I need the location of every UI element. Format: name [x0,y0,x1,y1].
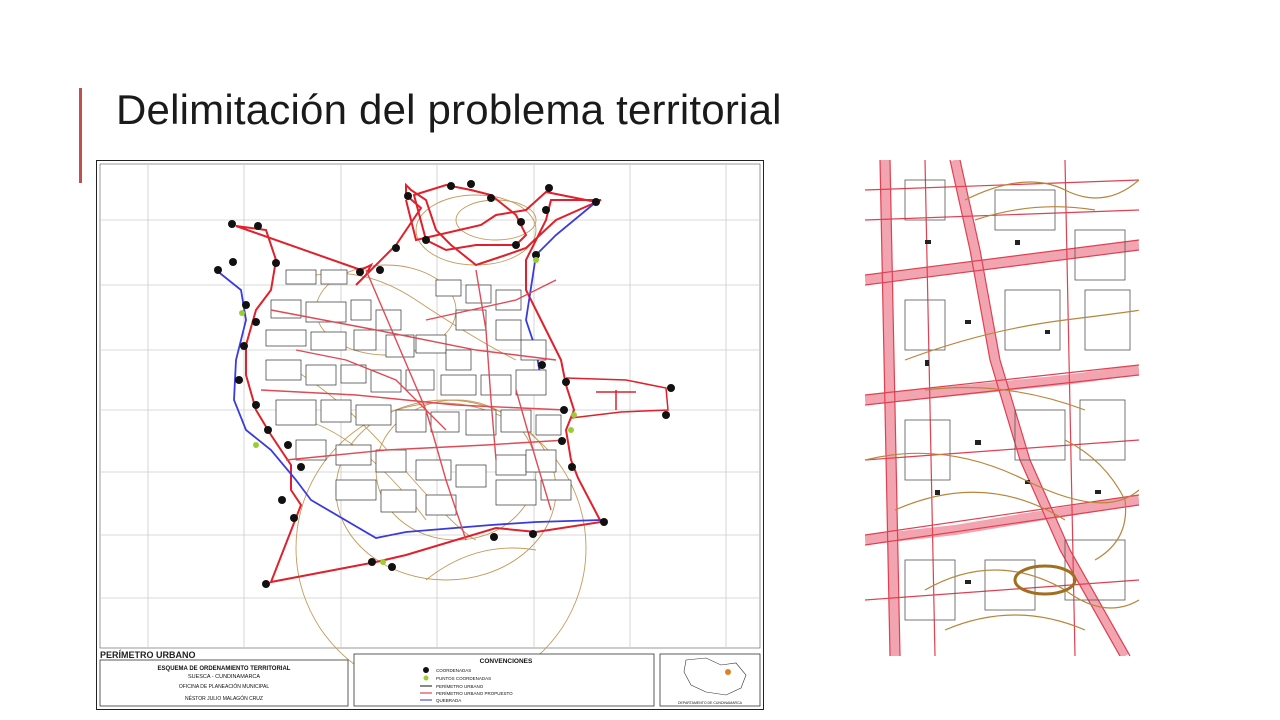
urban-perimeter-map [96,160,764,710]
locator-highlight [725,669,731,675]
legend-heading: CONVENCIONES [479,658,533,665]
urban-perimeter-map-drawing [96,160,764,710]
title-block-line1: ESQUEMA DE ORDENAMIENTO TERRITORIAL [157,666,291,672]
legend-river-label: QUEBRADA [436,698,462,703]
title-block-line2: SUESCA - CUNDINAMARCA [187,674,261,680]
detail-map-drawing [865,160,1139,656]
map-header-label: PERÍMETRO URBANO [100,650,196,660]
legend-proposed-label: PERÍMETRO URBANO PROPUESTO [436,691,513,696]
slide-title: Delimitación del problema territorial [116,86,782,133]
title-block-line4: NÉSTOR JULIO MALAGÓN CRUZ [185,696,263,702]
legend-points-label: PUNTOS COORDENADAS [436,676,492,681]
legend-coordinates-symbol [423,667,429,673]
detail-map [865,160,1139,656]
legend-points-symbol [424,676,429,681]
legend-perimeter-label: PERÍMETRO URBANO [436,684,484,689]
locator-caption: DEPARTAMENTO DE CUNDINAMARCA [678,701,742,705]
title-accent-bar [79,88,82,183]
legend-coordinates-label: COORDENADAS [436,668,472,673]
title-block-line3: OFICINA DE PLANEACIÓN MUNICIPAL [178,684,270,690]
